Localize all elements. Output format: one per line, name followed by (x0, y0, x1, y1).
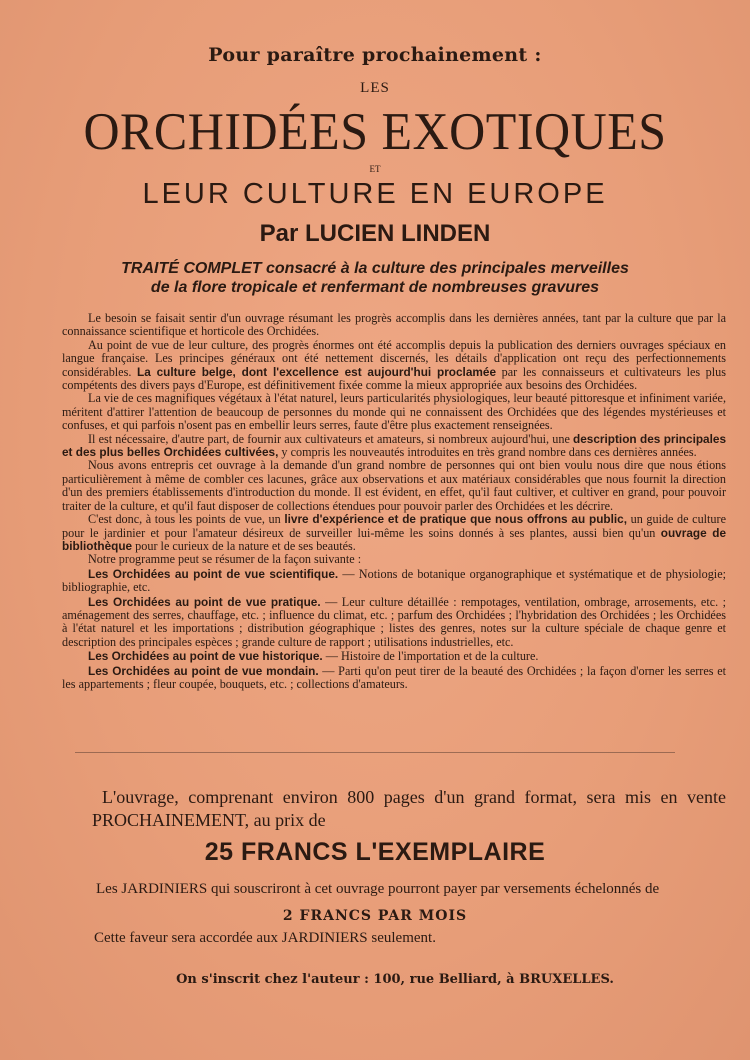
section-historical-text: — Histoire de l'importation et de la culture. (325, 649, 539, 664)
section-historical (62, 650, 726, 663)
section-scientific (62, 568, 726, 595)
section-practical-text: — Leur culture détaillée : rempotages, ventilation, ombrage, arrosements, etc. ; aménagement des serres, chauffage, etc. ; influence du climat, etc. ; parfum des Orchidées ; l'hybridation des Orchidées ; les Orchidées à l'état naturel et les importations ; distribution géographique ; listes des genres, notes sur la culture spéciale de chaque genre et description des principales espèces ; grande culture de rapport ; utilisations industrielles, etc. (62, 594, 727, 649)
paragraph-4-text-a: Il est nécessaire, d'autre part, de fournir aux cultivateurs et amateurs, si nombreux aujourd'hui, une (88, 431, 570, 446)
book-description (40, 259, 710, 297)
offer-paragraph: L'ouvrage, comprenant environ 800 pages d'un grand format, sera mis en vente PROCHAINEMENT, au prix de (92, 787, 726, 830)
book-subtitle: LEUR CULTURE EN EUROPE (142, 178, 608, 210)
paragraph-6-text-c: un guide de culture pour le jardinier et pour l'amateur désireux de surveiller lui-même les soins donnés à ses plantes, aussi bien qu'un (62, 512, 726, 540)
paragraph-6 (62, 513, 726, 553)
paragraph-2-emphasis: La culture belge, dont l'excellence est aujourd'hui proclamée (136, 364, 497, 379)
offer-text (92, 786, 726, 832)
description-line-1: TRAITÉ COMPLET consacré à la culture des principales merveilles (121, 260, 629, 277)
paragraph-7: Notre programme peut se résumer de la façon suivante : (88, 552, 362, 567)
paragraph-4-text-c: y compris les nouveautés introduites en très grand nombre dans ces dernières années. (281, 445, 697, 460)
book-title: ORCHIDÉES EXOTIQUES (83, 101, 667, 161)
book-author: Par LUCIEN LINDEN (259, 220, 491, 247)
gardeners-only-note: Cette faveur sera accordée aux JARDINIERS seulement. (94, 930, 436, 946)
announcement-heading: Pour paraître prochainement : (208, 44, 542, 66)
paragraph-4 (62, 433, 726, 460)
section-scientific-text: — Notions de botanique organographique et systématique et de physiologie; bibliographie, etc. (62, 566, 726, 595)
description-line-2: de la flore tropicale et renfermant de nombreuses gravures (150, 279, 600, 296)
paragraph-2-text-c: par les connaisseurs et cultivateurs les plus compétents des divers pays d'Europe, est définitivement fixée comme la mieux appropriée aux besoins des Orchidées. (62, 364, 727, 393)
gardeners-paragraph: Les JARDINIERS qui souscriront à cet ouvrage pourront payer par versements échelonnés de (96, 881, 660, 897)
paragraph-6-emphasis-1: livre d'expérience et de pratique que nous offrons au public, (284, 512, 628, 527)
paragraph-3: La vie de ces magnifiques végétaux à l'état naturel, leurs particularités physiologiques, leur beauté pittoresque et infiniment variée, méritent d'attirer l'attention de beaucoup de personnes du monde qui ne connaissent des Orchidées que des légendes mystérieuses et confuses, et qui parfois n'osent pas en embellir leurs serres, faute d'être plus exactement renseignées. (62, 391, 726, 433)
title-conjunction: ET (369, 164, 381, 174)
paragraph-6-text-a: C'est donc, à tous les points de vue, un (88, 512, 281, 527)
price-line: 25 FRANCS L'EXEMPLAIRE (204, 838, 546, 866)
section-scientific-title: Les Orchidées au point de vue scientifique. (88, 566, 339, 581)
section-historical-title: Les Orchidées au point de vue historique. (88, 649, 323, 664)
section-social-title: Les Orchidées au point de vue mondain. (88, 663, 319, 678)
section-social (62, 665, 726, 692)
paragraph-1: Le besoin se faisait sentir d'un ouvrage résumant les progrès accomplis dans les dernières années, tant par la culture que par la connaissance scientifique et horticole des Orchidées. (62, 311, 726, 339)
monthly-payment: 2 FRANCS PAR MOIS (282, 908, 468, 924)
paragraph-4-emphasis: description des principales et des plus belles Orchidées cultivées, (62, 431, 727, 460)
paragraph-6-text-e: pour le curieux de la nature et de ses beautés. (135, 538, 356, 553)
section-practical-title: Les Orchidées au point de vue pratique. (88, 594, 321, 609)
section-social-text: — Parti qu'on peut tirer de la beauté des Orchidées ; la façon d'orner les serres et les appartements ; fleur coupée, bouquets, etc. ; collections d'amateurs. (62, 663, 726, 691)
body-text (62, 312, 726, 691)
title-article: LES (360, 80, 390, 96)
gardeners-text (92, 878, 726, 900)
subscription-address: On s'inscrit chez l'auteur : 100, rue Belliard, à BRUXELLES. (176, 972, 614, 987)
divider-rule (75, 752, 675, 753)
paragraph-6-emphasis-2: ouvrage de bibliothèque (62, 525, 727, 553)
paragraph-5: Nous avons entrepris cet ouvrage à la demande d'un grand nombre de personnes qui ont bien voulu nous dire que nous étions particulièrement à même de combler ces lacunes, grâce aux observations et aux matériaux considérables que nous fournit la direction d'un des premiers établissements d'introduction du monde. Il est évident, en effet, qu'il faut cultiver, et cultiver en grand, pour pouvoir traiter de la culture, et qu'il faut disposer de collections étendues pour pouvoir parler des Orchidées et les décrire. (62, 458, 726, 513)
paragraph-2 (62, 339, 726, 393)
section-practical (62, 596, 726, 650)
paragraph-2-text-a: Au point de vue de leur culture, des progrès énormes ont été accomplis depuis la publication des derniers ouvrages spéciaux en langue française. Les principes généraux ont été nettement discernés, les détails d'application ont reçu des perfectionnements considérables. (62, 337, 726, 379)
